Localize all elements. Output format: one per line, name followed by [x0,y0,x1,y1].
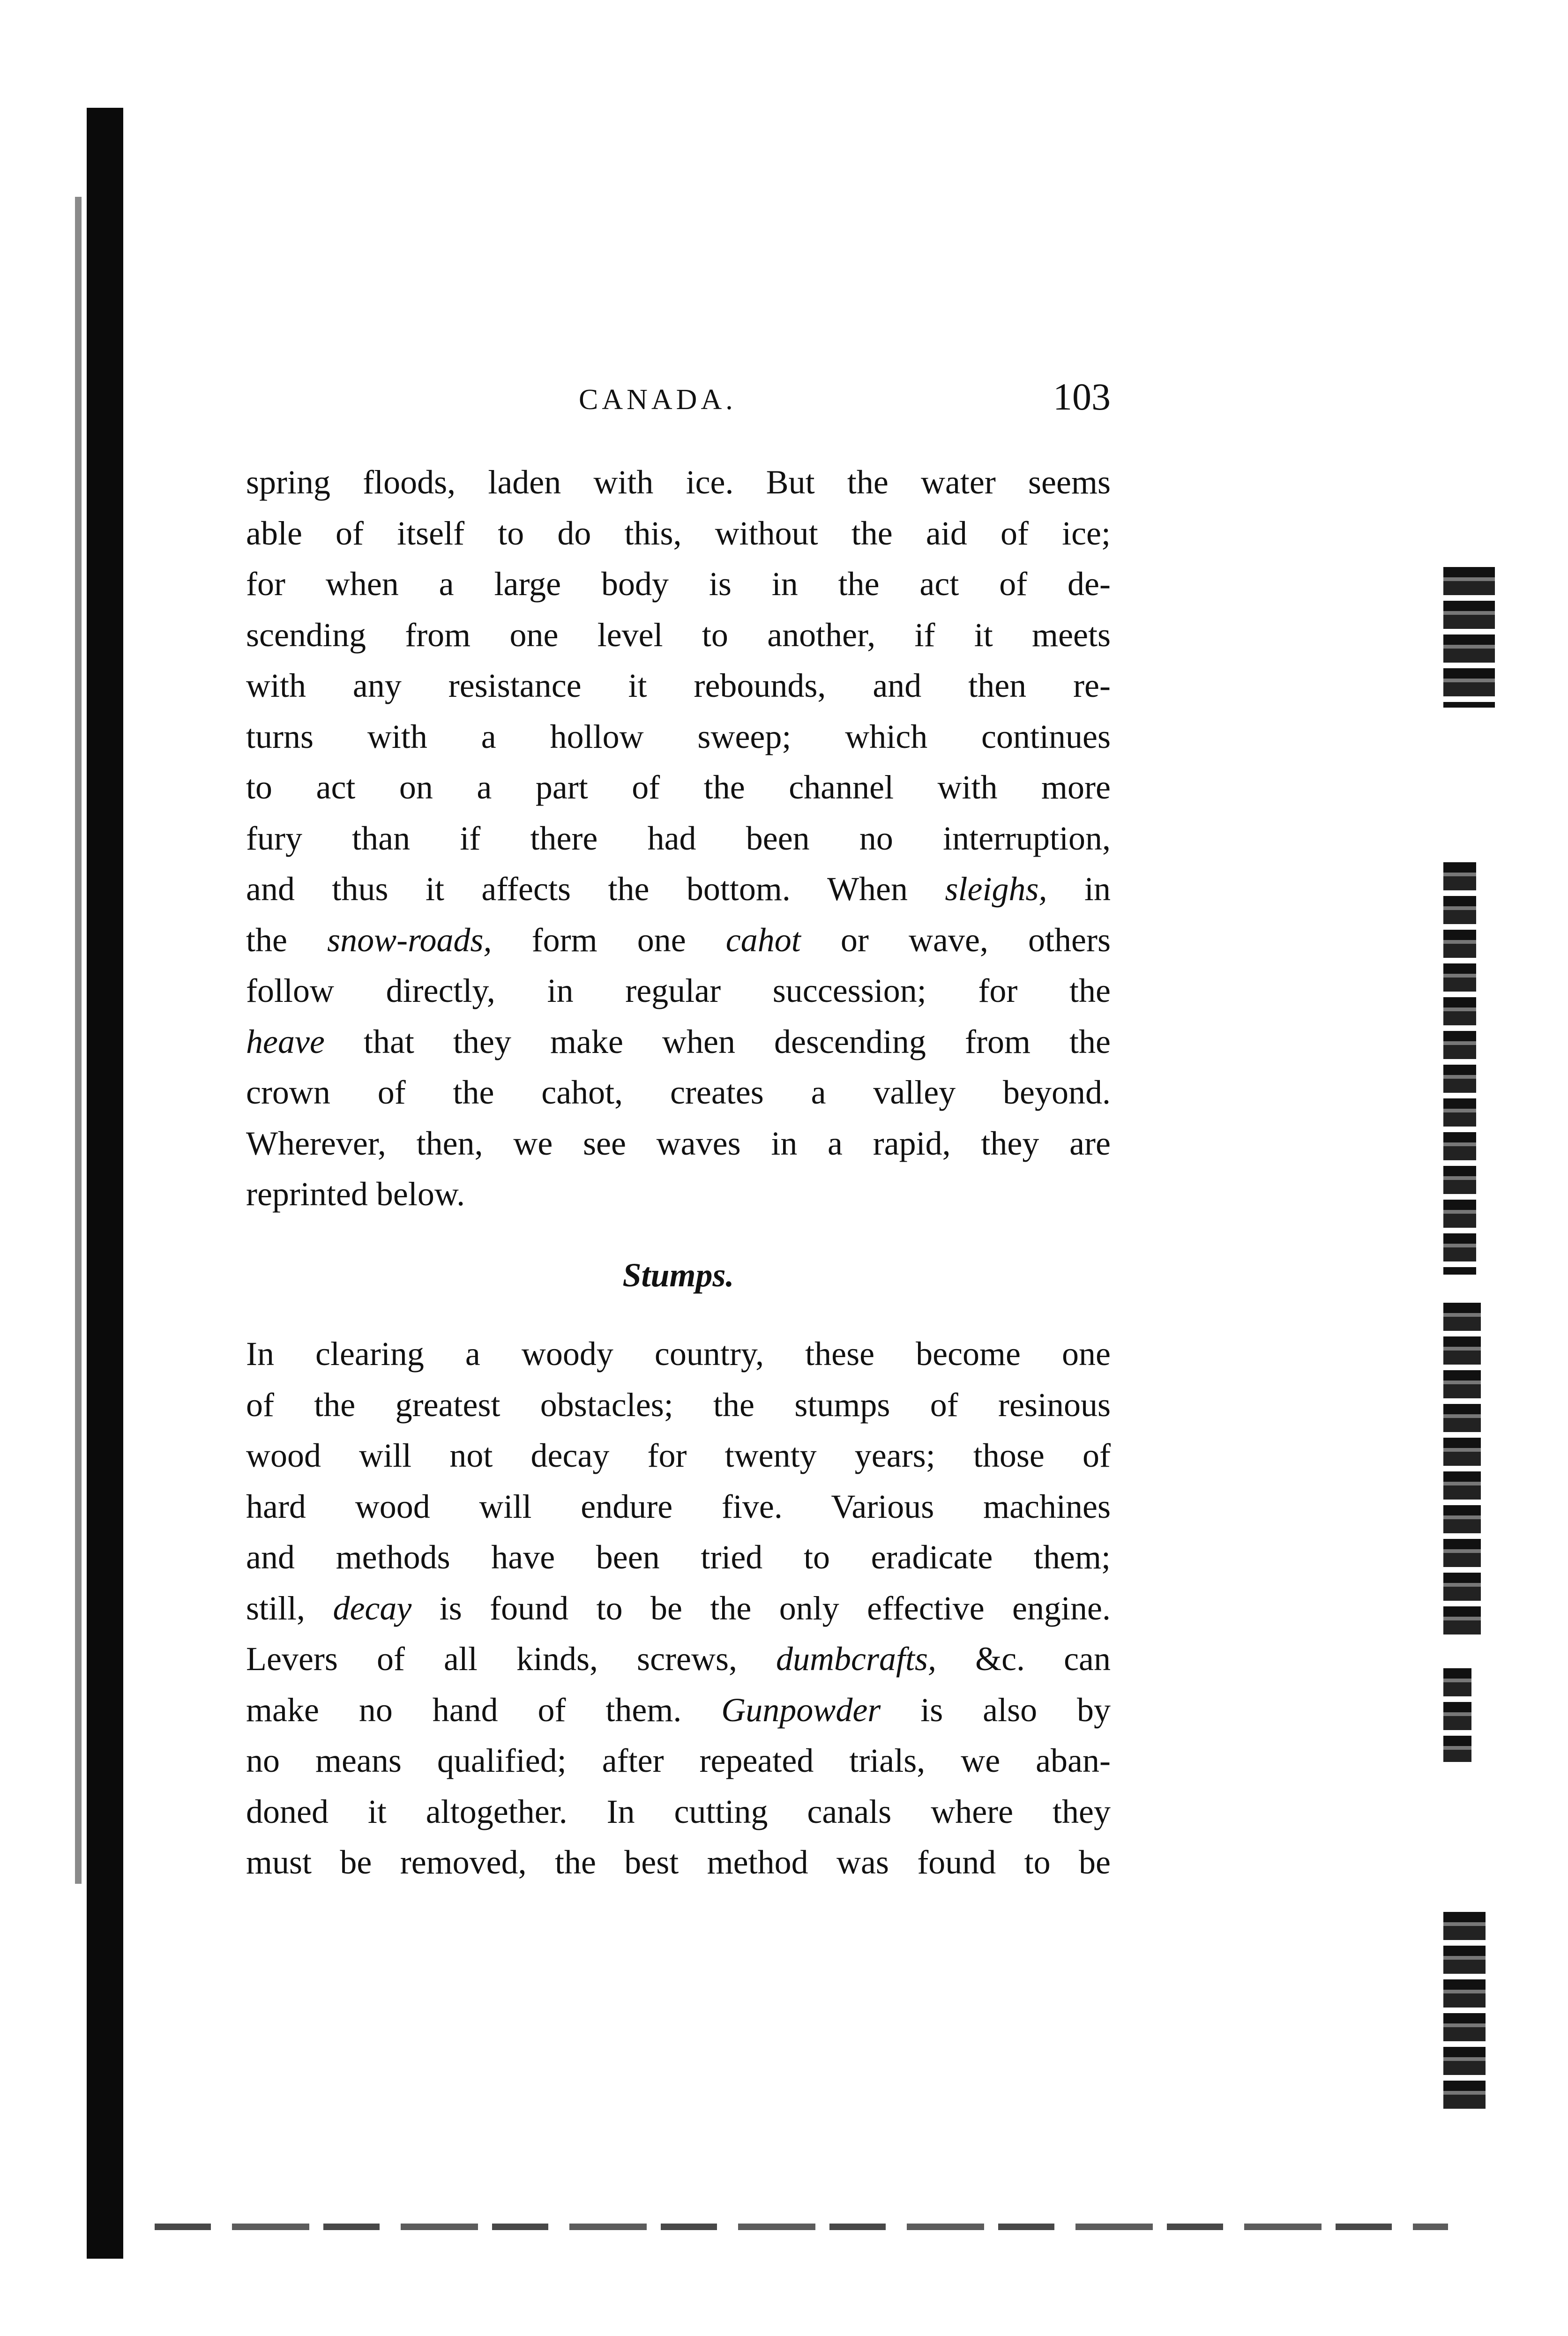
text-line: and methods have been tried to eradicate them; [246,1538,1111,1576]
text-line: able of itself to do this, without the aid of ice; [246,514,1111,552]
text-line: must be removed, the best method was found to be [246,1843,1111,1881]
text-line: scending from one level to another, if it meets [246,616,1111,654]
italic-term: decay [333,1589,412,1627]
italic-term: Gunpowder [721,1691,881,1729]
binding-edge [87,108,123,2259]
italic-term: snow-roads, [327,921,492,959]
text-line [246,1583,1111,1634]
text-segment: is also by [881,1691,1111,1729]
text-line [246,1634,1111,1685]
text-segment: When [827,870,945,908]
paragraph-stumps [246,1328,1111,1888]
text-line: no means qualified; after repeated trials, we aban- [246,1742,1111,1779]
text-line: spring floods, laden with ice. But the water seems [246,463,1111,501]
text-segment: Levers of all kinds, screws, [246,1640,777,1678]
text-line: to act on a part of the channel with more [246,769,1111,806]
text-line [246,864,1111,915]
section-heading: Stumps. [622,1256,734,1294]
text-line: wood will not decay for twenty years; those of [246,1437,1111,1474]
text-line: crown of the cahot, creates a valley beyond. [246,1074,1111,1111]
text-line: with any resistance it rebounds, and then re- [246,667,1111,704]
text-segment: is found to be the only effective engine. [411,1589,1111,1627]
text-line: In clearing a woody country, these become one [246,1335,1111,1373]
bleed-through-mark [1443,1668,1471,1762]
text-segment: still, [246,1589,333,1627]
bleed-through-mark [1443,567,1495,708]
running-head [246,375,1111,426]
text-line: reprinted below. [246,1175,465,1213]
bleed-through-mark [1443,862,1476,1275]
text-segment: make no hand of them. [246,1691,722,1729]
text-segment: and thus it affects the bottom. [246,870,791,908]
italic-term: cahot [725,921,801,959]
text-segment: &c. can [936,1640,1111,1678]
paragraph-floods [246,457,1111,1220]
text-line [246,1016,1111,1067]
text-line: for when a large body is in the act of de- [246,565,1111,603]
text-line: Wherever, then, we see waves in a rapid, they are [246,1124,1111,1162]
text-segment: the [246,921,328,959]
italic-term: heave [246,1022,325,1060]
text-line: hard wood will endure five. Various machines [246,1487,1111,1525]
binding-shadow [75,197,82,1884]
scan-noise-bottom [155,2224,1448,2230]
text-line: of the greatest obstacles; the stumps of resinous [246,1386,1111,1424]
text-line: fury than if there had been no interruption, [246,819,1111,857]
text-line: follow directly, in regular succession; for the [246,972,1111,1009]
text-segment: form one [492,921,726,959]
text-line: turns with a hollow sweep; which continues [246,717,1111,755]
text-line [246,1685,1111,1736]
bleed-through-mark [1443,1303,1481,1640]
text-segment: that they make when descending from the [324,1022,1111,1060]
italic-term: sleighs, [945,870,1047,908]
text-segment: or wave, others [800,921,1111,959]
text-segment: in [1047,870,1111,908]
running-title: CANADA. [579,384,737,416]
bleed-through-mark [1443,1912,1486,2109]
italic-term: dumbcrafts, [776,1640,937,1678]
text-line: doned it altogether. In cutting canals where they [246,1792,1111,1830]
text-line [246,915,1111,966]
page-number: 103 [1053,375,1111,418]
